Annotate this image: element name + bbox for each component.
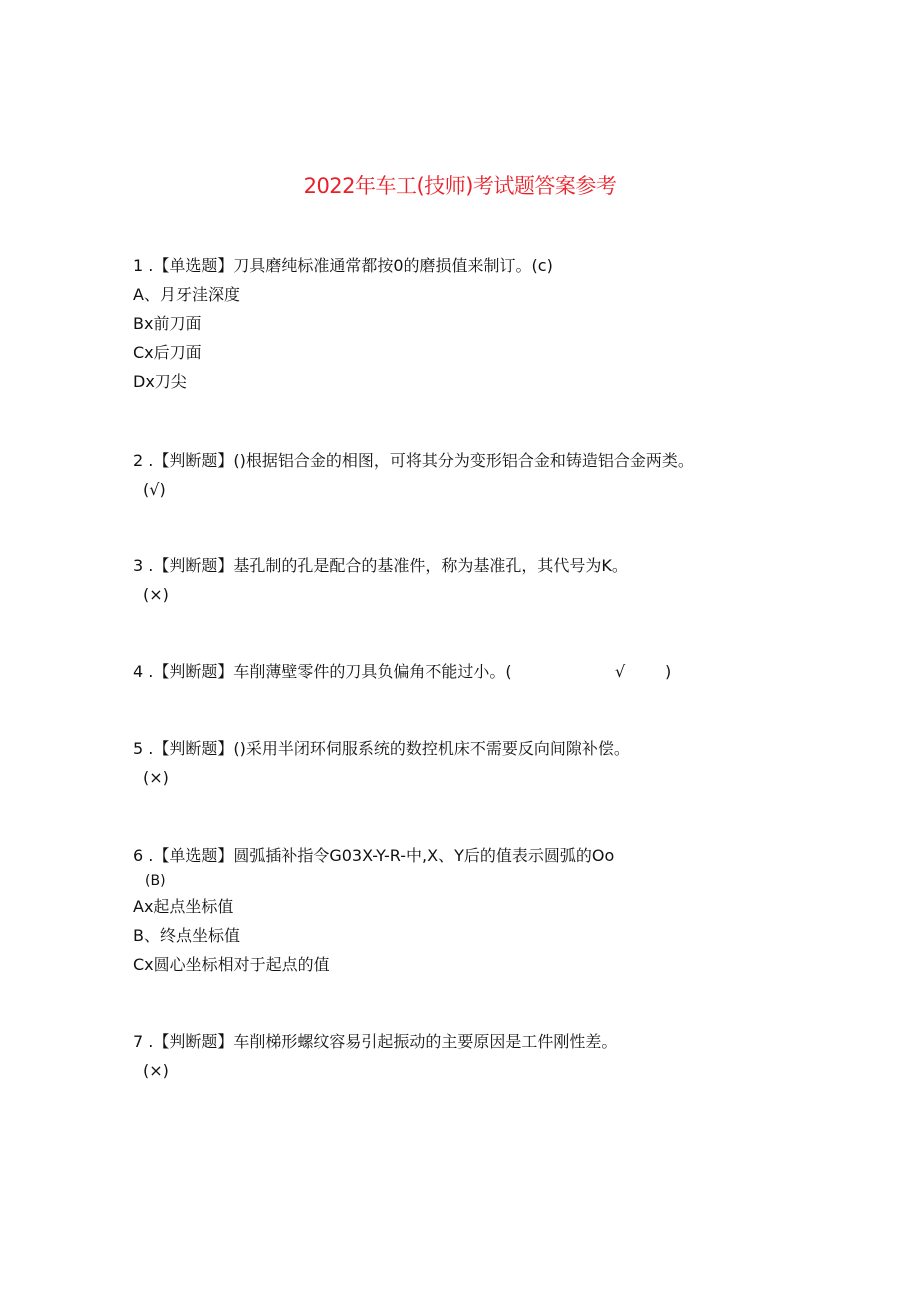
question-6-option-a: Ax起点坐标值 bbox=[133, 897, 234, 916]
question-4-answer-mark: √ bbox=[615, 662, 626, 681]
question-5-stem: 5 .【判断题】()采用半闭环伺服系统的数控机床不需要反向间隙补偿。 bbox=[133, 739, 630, 758]
question-1-option-c: Cx后刀面 bbox=[133, 343, 202, 362]
page-title: 2022年车工(技师)考试题答案参考 bbox=[303, 174, 617, 198]
question-4-answer-close: ) bbox=[665, 662, 672, 681]
question-6-option-b: B、终点坐标值 bbox=[133, 926, 240, 945]
question-7-answer: (×) bbox=[143, 1061, 169, 1080]
question-2-answer: (√) bbox=[143, 480, 166, 499]
question-1-option-a: A、月牙洼深度 bbox=[133, 285, 240, 304]
question-4-stem: 4 .【判断题】车削薄壁零件的刀具负偏角不能过小。( bbox=[133, 662, 512, 681]
question-6-answer: (B) bbox=[145, 873, 166, 889]
question-5-answer: (×) bbox=[143, 768, 169, 787]
question-3-stem: 3 .【判断题】基孔制的孔是配合的基准件，称为基准孔，其代号为K。 bbox=[133, 556, 628, 575]
question-7-stem: 7 .【判断题】车削梯形螺纹容易引起振动的主要原因是工件刚性差。 bbox=[133, 1032, 618, 1051]
question-6-stem: 6 .【单选题】圆弧插补指令G03X-Y-R-中,X、Y后的值表示圆弧的Oo bbox=[133, 846, 615, 865]
question-1-option-b: Bx前刀面 bbox=[133, 314, 202, 333]
question-2-stem: 2 .【判断题】()根据铝合金的相图，可将其分为变形铝合金和铸造铝合金两类。 bbox=[133, 451, 694, 470]
question-1-option-d: Dx刀尖 bbox=[133, 372, 187, 391]
question-1-stem: 1 .【单选题】刀具磨纯标准通常都按0的磨损值来制订。(c) bbox=[133, 256, 553, 275]
question-6-option-c: Cx圆心坐标相对于起点的值 bbox=[133, 955, 330, 974]
question-3-answer: (×) bbox=[143, 585, 169, 604]
